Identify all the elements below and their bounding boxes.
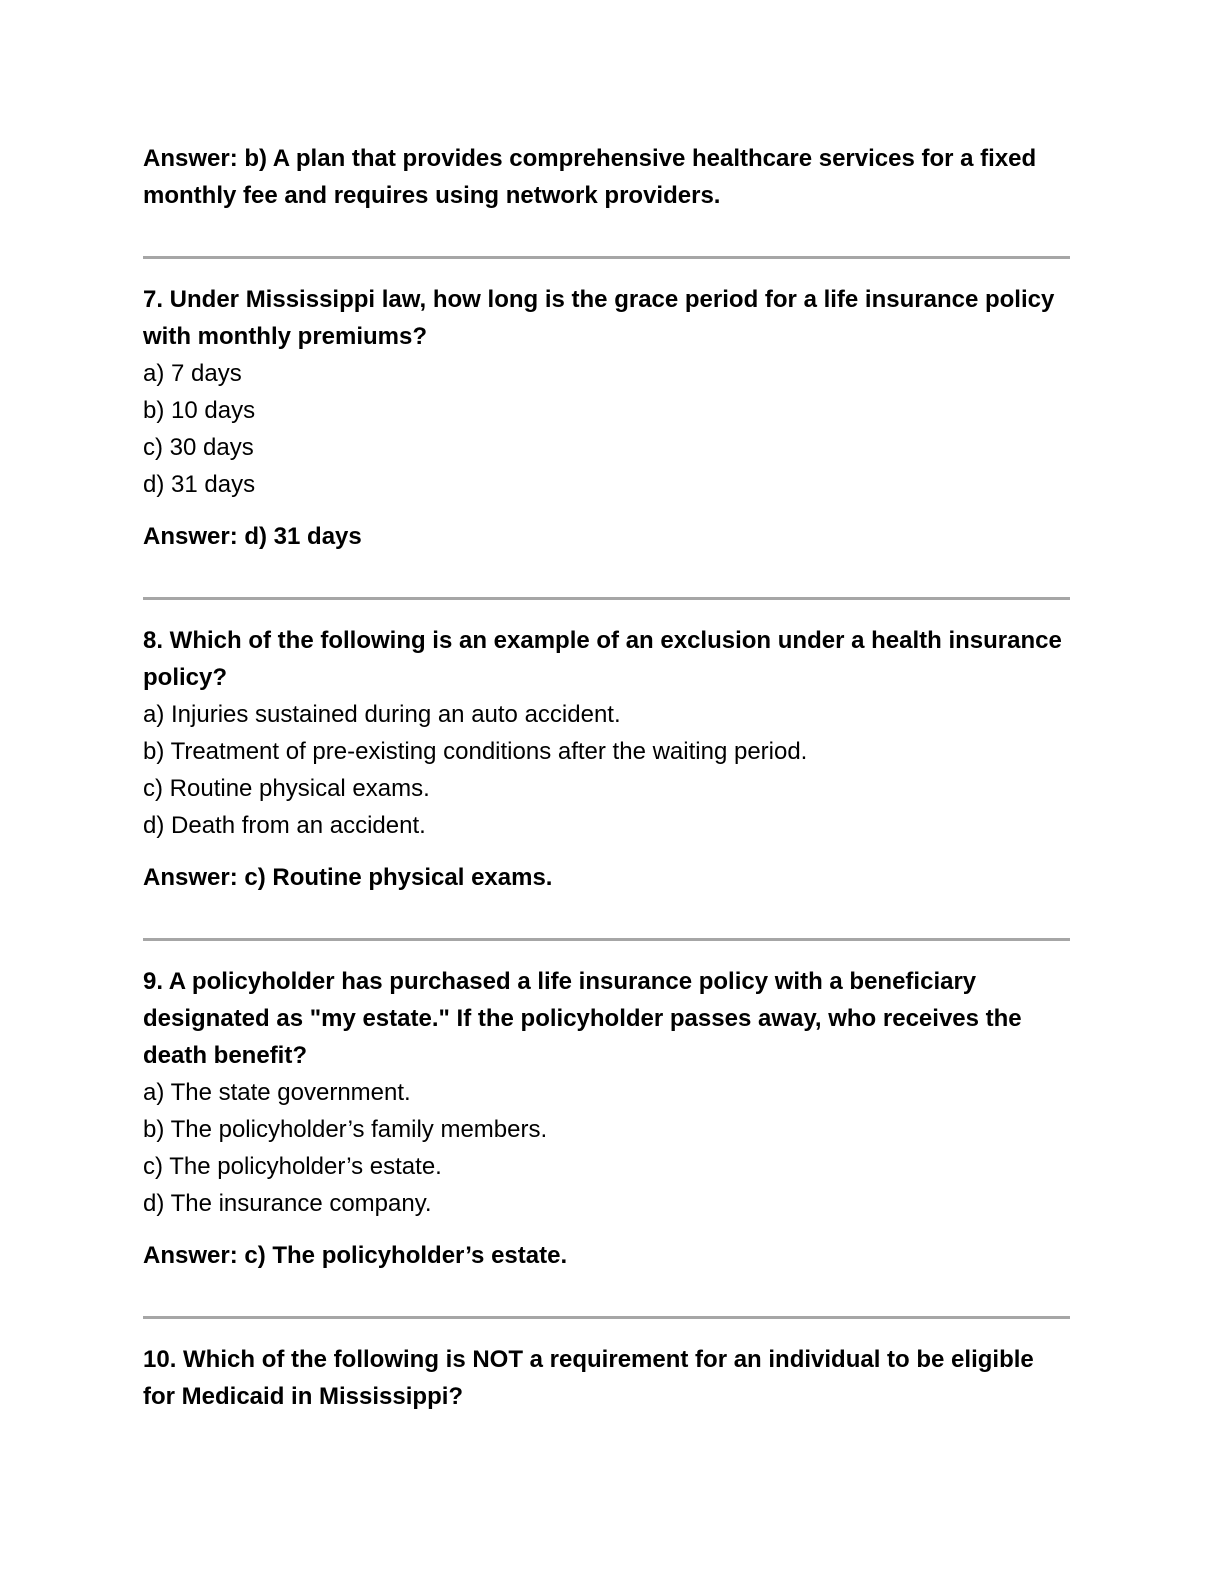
question-title-line: 9. A policyholder has purchased a life insurance policy with a beneficiary <box>143 968 977 995</box>
question-7 <box>143 281 1073 555</box>
option-d: d) The insurance company. <box>143 1190 432 1217</box>
question-title-line: for Medicaid in Mississippi? <box>143 1383 464 1410</box>
answer-line: monthly fee and requires using network providers. <box>143 182 721 209</box>
question-title-line: policy? <box>143 664 228 691</box>
question-title-line: 8. Which of the following is an example of an exclusion under a health insurance <box>143 627 1062 654</box>
option-a: a) Injuries sustained during an auto accident. <box>143 701 621 728</box>
option-d: d) 31 days <box>143 471 256 498</box>
document-page <box>143 140 1073 1415</box>
answer-line: Answer: b) A plan that provides comprehensive healthcare services for a fixed <box>143 145 1037 172</box>
question-10 <box>143 1341 1073 1415</box>
option-c: c) 30 days <box>143 434 254 461</box>
option-b: b) Treatment of pre-existing conditions after the waiting period. <box>143 738 808 765</box>
option-c: c) The policyholder’s estate. <box>143 1153 442 1180</box>
question-title-line: death benefit? <box>143 1042 308 1069</box>
option-a: a) The state government. <box>143 1079 411 1106</box>
options-list <box>143 355 1073 503</box>
answer-text: Answer: d) 31 days <box>143 523 362 550</box>
option-b: b) The policyholder’s family members. <box>143 1116 548 1143</box>
separator-line <box>143 1316 1070 1319</box>
options-list <box>143 696 1073 844</box>
question-title-line: 10. Which of the following is NOT a requirement for an individual to be eligible <box>143 1346 1034 1373</box>
option-b: b) 10 days <box>143 397 256 424</box>
option-c: c) Routine physical exams. <box>143 775 430 802</box>
answer-q6 <box>143 140 1073 214</box>
option-a: a) 7 days <box>143 360 242 387</box>
question-title-line: with monthly premiums? <box>143 323 428 350</box>
question-title-line: 7. Under Mississippi law, how long is the grace period for a life insurance policy <box>143 286 1055 313</box>
separator-line <box>143 256 1070 259</box>
option-d: d) Death from an accident. <box>143 812 426 839</box>
answer-text: Answer: c) The policyholder’s estate. <box>143 1242 568 1269</box>
separator-line <box>143 597 1070 600</box>
question-title-line: designated as "my estate." If the policyholder passes away, who receives the <box>143 1005 1022 1032</box>
question-9 <box>143 963 1073 1274</box>
separator-line <box>143 938 1070 941</box>
answer-text: Answer: c) Routine physical exams. <box>143 864 553 891</box>
question-8 <box>143 622 1073 896</box>
options-list <box>143 1074 1073 1222</box>
